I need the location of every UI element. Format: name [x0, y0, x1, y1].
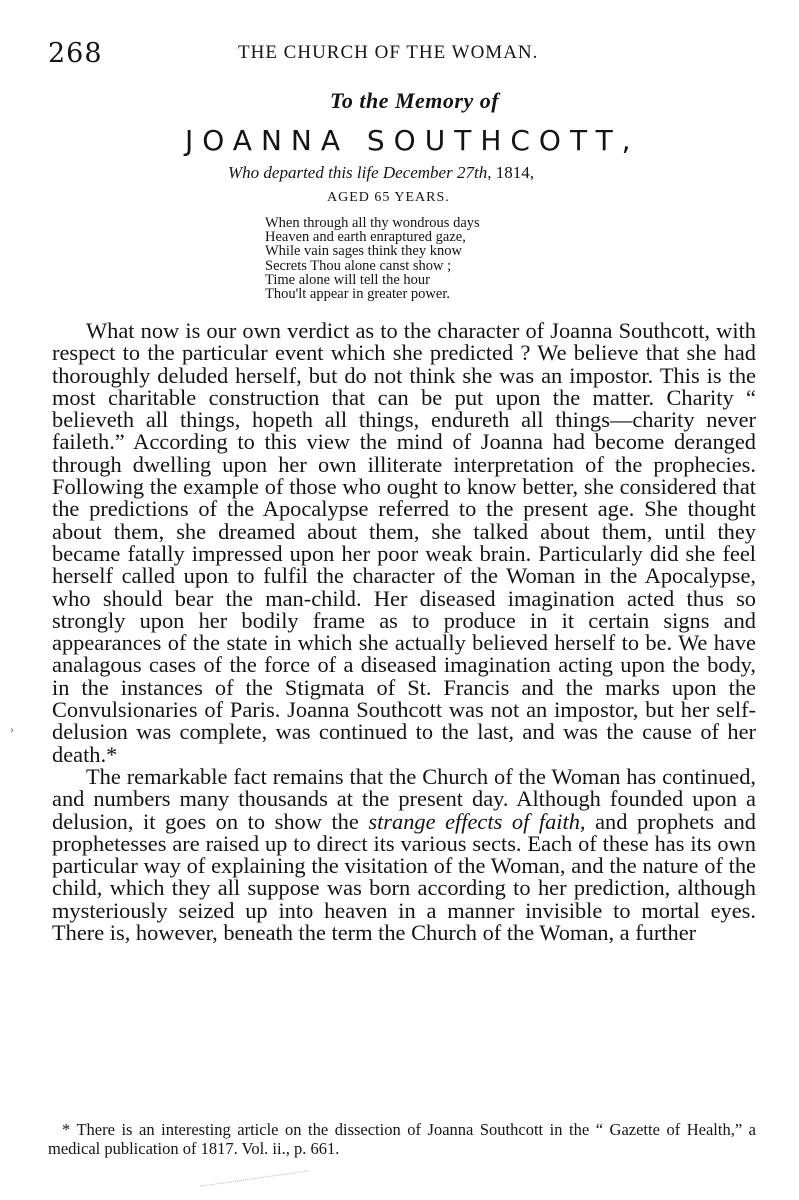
departed-line	[228, 163, 534, 183]
paragraph-verdict: What now is our own verdict as to the character of Joanna Southcott, with respect to the particular event which she predicted ? We believe that she had thoroughly deluded herself, but do not think she was an impostor. This is the most charitable construction that can be put upon the matter. Charity “ believeth all things, hopeth all things, endureth all things—charity never faileth.” According to this view the mind of Joanna had become deranged through dwelling upon her own illiterate interpretation of the prophecies. Following the example of those who ought to know better, she considered that the predictions of the Apocalypse referred to the present age. She thought about them, she dreamed about them, she talked about them, until they became fatally impressed upon her poor weak brain. Particularly did she feel herself called upon to fulfil the character of the Woman in the Apocalypse, who should bear the man-child. Her diseased imagination acted thus so strongly upon her bodily frame as to produce in it certain signs and appearances of the state in which she actually believed herself to be. We have analagous cases of the force of a diseased imagination acting upon the body, in the instances of the Stigmata of St. Francis and the marks upon the Convulsionaries of Paris. Joanna Southcott was not an impostor, but her self-delusion was complete, was continued to the last, and was the cause of her death.*	[52, 318, 756, 767]
paragraph-church-emphasis: strange effects of faith,	[368, 808, 586, 834]
poem-line: When through all thy wondrous days	[265, 215, 480, 231]
memorial-line: To the Memory of	[329, 88, 500, 113]
page-number: 268	[48, 38, 103, 69]
subject-name: JOANNA SOUTHCOTT,	[185, 124, 640, 157]
paragraph-church-start: The remarkable fact remains that the Church of the Woman has continued, and numbers many thousands at the present day. Although founded upon a delusion, it goes on to show the	[52, 763, 756, 834]
running-head: THE CHURCH OF THE WOMAN.	[238, 42, 539, 63]
paragraph-church	[52, 763, 756, 946]
paragraph-church-end: and prophets and prophetesses are raised up to direct its various sects. Each of these has its own particular way of explaining the visitation of the Woman, and the nature of the child, which they all suppose was born according to her prediction, although mysteriously seized up into heaven in a manner invisible to mortal eyes. There is, however, beneath the term the Church of the Woman, a further	[52, 808, 756, 946]
page-header	[48, 38, 768, 74]
dedication-block	[0, 88, 799, 114]
poem-line: Thou'lt appear in greater power.	[265, 286, 450, 303]
poem-line: Time alone will tell the hour	[265, 271, 430, 288]
body-text	[52, 320, 756, 944]
aged-line: AGED 65 YEARS.	[327, 190, 450, 205]
poem-line: Secrets Thou alone canst show ;	[265, 257, 452, 274]
poem-line: Heaven and earth enraptured gaze,	[265, 229, 466, 246]
poem-line: While vain sages think they know	[265, 243, 462, 260]
margin-mark: ›	[10, 722, 14, 736]
memorial-poem	[265, 216, 480, 301]
page-smudge	[200, 1170, 309, 1188]
departed-year: 1814,	[491, 163, 534, 182]
departed-text: Who departed this life December 27th,	[228, 163, 492, 182]
footnote: * There is an interesting article on the dissection of Joanna Southcott in the “ Gazette of Health,” a medical publication of 1817. Vol. ii., p. 661.	[48, 1120, 756, 1158]
